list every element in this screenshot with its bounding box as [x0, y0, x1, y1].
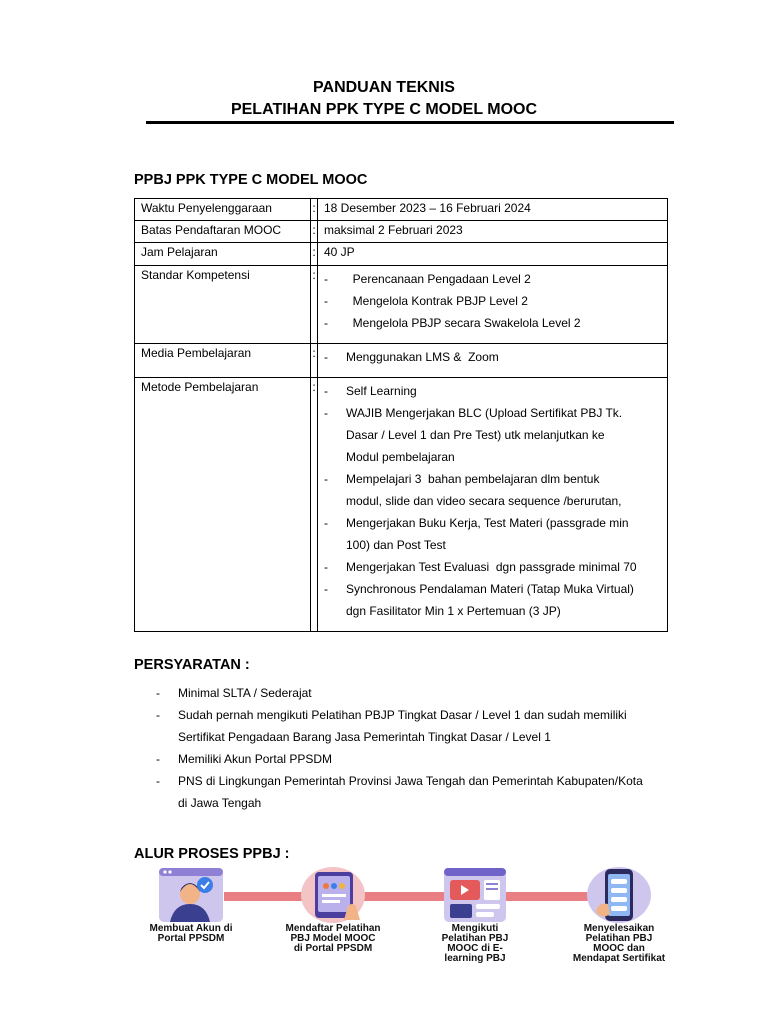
list-dash: - [156, 752, 160, 766]
list-item-text [346, 290, 528, 312]
list-item [324, 468, 661, 512]
list-dash: - [324, 316, 328, 330]
title-underline [146, 121, 674, 124]
list-item-text [346, 556, 637, 578]
list-item-text [346, 468, 622, 512]
list-item [324, 290, 661, 312]
list-item-text [178, 748, 332, 770]
list-item-line: Dasar / Level 1 dan Pre Test) utk melanjutkan ke [346, 428, 605, 442]
list-item-text [178, 704, 627, 748]
list-item-line: Memiliki Akun Portal PPSDM [178, 752, 333, 766]
step-label-line: learning PBJ [444, 953, 506, 964]
row-label: Waktu Penyelenggaraan [135, 199, 311, 221]
step-label [263, 924, 403, 954]
list-item-line: 100) dan Post Test [346, 538, 446, 552]
list-dash: - [156, 686, 160, 700]
step-label-line: Pelatihan PBJ [441, 933, 509, 944]
table-row [135, 378, 668, 632]
process-flow [124, 866, 684, 976]
row-colon: : [311, 243, 318, 266]
table-row [135, 221, 668, 243]
list-dash: - [324, 294, 328, 308]
list-item [324, 268, 661, 290]
row-label: Standar Kompetensi [135, 266, 311, 344]
registration-tablet-icon [300, 866, 366, 924]
list-item-text [346, 402, 622, 468]
list-dash: - [324, 272, 328, 286]
row-value: 18 Desember 2023 – 16 Februari 2024 [318, 199, 668, 221]
list-item-line: modul, slide dan video secara sequence /berurutan, [346, 494, 622, 508]
table-row [135, 344, 668, 378]
step-label-line: Pelatihan PBJ [585, 933, 653, 944]
list-dash: - [156, 708, 160, 722]
list-item-text [346, 346, 499, 368]
video-learning-icon [442, 866, 508, 924]
list-dash: - [156, 774, 160, 788]
row-value-list [318, 266, 668, 344]
list-item-line: Mengerjakan Buku Kerja, Test Materi (passgrade min [346, 516, 629, 530]
account-user-icon [158, 866, 224, 924]
list-item-line: Mengelola Kontrak PBJP Level 2 [346, 294, 528, 308]
list-item-text [346, 268, 531, 290]
list-item-text [346, 312, 581, 334]
row-colon: : [311, 221, 318, 243]
table-row [135, 199, 668, 221]
list-dash: - [324, 350, 328, 364]
list-item-text [178, 770, 643, 814]
list-item-text [346, 578, 634, 622]
process-arrow-line [224, 892, 594, 901]
row-colon: : [311, 199, 318, 221]
step-label-line: Mengikuti [451, 923, 499, 934]
list-item [324, 578, 661, 622]
list-item-line: Modul pembelajaran [346, 450, 455, 464]
list-item [324, 380, 661, 402]
list-dash: - [324, 560, 328, 574]
list-item-line: Synchronous Pendalaman Materi (Tatap Muka Virtual) [346, 582, 634, 596]
list-dash: - [324, 582, 328, 596]
list-item-line: PNS di Lingkungan Pemerintah Provinsi Jawa Tengah dan Pemerintah Kabupaten/Kota [178, 774, 643, 788]
list-item [156, 704, 676, 748]
list-item-line: Self Learning [346, 384, 417, 398]
list-item-line: Menggunakan LMS & Zoom [346, 350, 499, 364]
row-colon: : [311, 266, 318, 344]
row-value-list [318, 378, 668, 632]
requirements-heading: PERSYARATAN : [134, 657, 250, 673]
certificate-phone-icon [586, 866, 652, 924]
row-label: Batas Pendaftaran MOOC [135, 221, 311, 243]
row-label: Jam Pelajaran [135, 243, 311, 266]
list-dash: - [324, 516, 328, 530]
step-label-line: Mendaftar Pelatihan [285, 923, 381, 934]
table-row [135, 266, 668, 344]
list-item [324, 512, 661, 556]
step-label-line: MOOC dan [593, 943, 645, 954]
row-label: Media Pembelajaran [135, 344, 311, 378]
list-item-text [178, 682, 312, 704]
list-item-line: Sertifikat Pengadaan Barang Jasa Pemerintah Tingkat Dasar / Level 1 [178, 730, 551, 744]
step-label-line: MOOC di E- [447, 943, 503, 954]
row-colon: : [311, 378, 318, 632]
doc-title-line2: PELATIHAN PPK TYPE C MODEL MOOC [230, 101, 538, 118]
list-item [324, 402, 661, 468]
step-label [549, 924, 689, 964]
program-heading: PPBJ PPK TYPE C MODEL MOOC [134, 172, 368, 188]
list-item-line: WAJIB Mengerjakan BLC (Upload Sertifikat PBJ Tk. [346, 406, 623, 420]
list-item [156, 682, 676, 704]
step-label-line: Mendapat Sertifikat [572, 953, 666, 964]
step-label [121, 924, 261, 944]
process-heading: ALUR PROSES PPBJ : [134, 846, 290, 862]
list-item-line: Minimal SLTA / Sederajat [178, 686, 312, 700]
list-item-line: Perencanaan Pengadaan Level 2 [346, 272, 531, 286]
row-label: Metode Pembelajaran [135, 378, 311, 632]
list-item-line: Mempelajari 3 bahan pembelajaran dlm bentuk [346, 472, 600, 486]
list-item [324, 556, 661, 578]
step-label-line: Menyelesaikan [583, 923, 655, 934]
list-item-line: di Jawa Tengah [178, 796, 262, 810]
row-value-list [318, 344, 668, 378]
list-item-line: dgn Fasilitator Min 1 x Pertemuan (3 JP) [346, 604, 561, 618]
list-item [156, 770, 676, 814]
step-label-line: Membuat Akun di [149, 923, 233, 934]
list-dash: - [324, 472, 328, 486]
program-info-table [134, 198, 668, 632]
step-label-line: PBJ Model MOOC [290, 933, 376, 944]
requirements-list [156, 682, 676, 814]
step-label-line: di Portal PPSDM [293, 943, 373, 954]
row-value: maksimal 2 Februari 2023 [318, 221, 668, 243]
row-colon: : [311, 344, 318, 378]
row-value: 40 JP [318, 243, 668, 266]
list-dash: - [324, 406, 328, 420]
list-item-line: Mengelola PBJP secara Swakelola Level 2 [346, 316, 581, 330]
list-item-text [346, 380, 417, 402]
table-row [135, 243, 668, 266]
list-item-text [346, 512, 629, 556]
step-label [405, 924, 545, 964]
list-dash: - [324, 384, 328, 398]
list-item [156, 748, 676, 770]
list-item-line: Sudah pernah mengikuti Pelatihan PBJP Tingkat Dasar / Level 1 dan sudah memiliki [178, 708, 627, 722]
doc-title-line1: PANDUAN TEKNIS [313, 79, 455, 96]
list-item [324, 346, 661, 368]
list-item-line: Mengerjakan Test Evaluasi dgn passgrade minimal 70 [346, 560, 637, 574]
step-label-line: Portal PPSDM [157, 933, 225, 944]
list-item [324, 312, 661, 334]
